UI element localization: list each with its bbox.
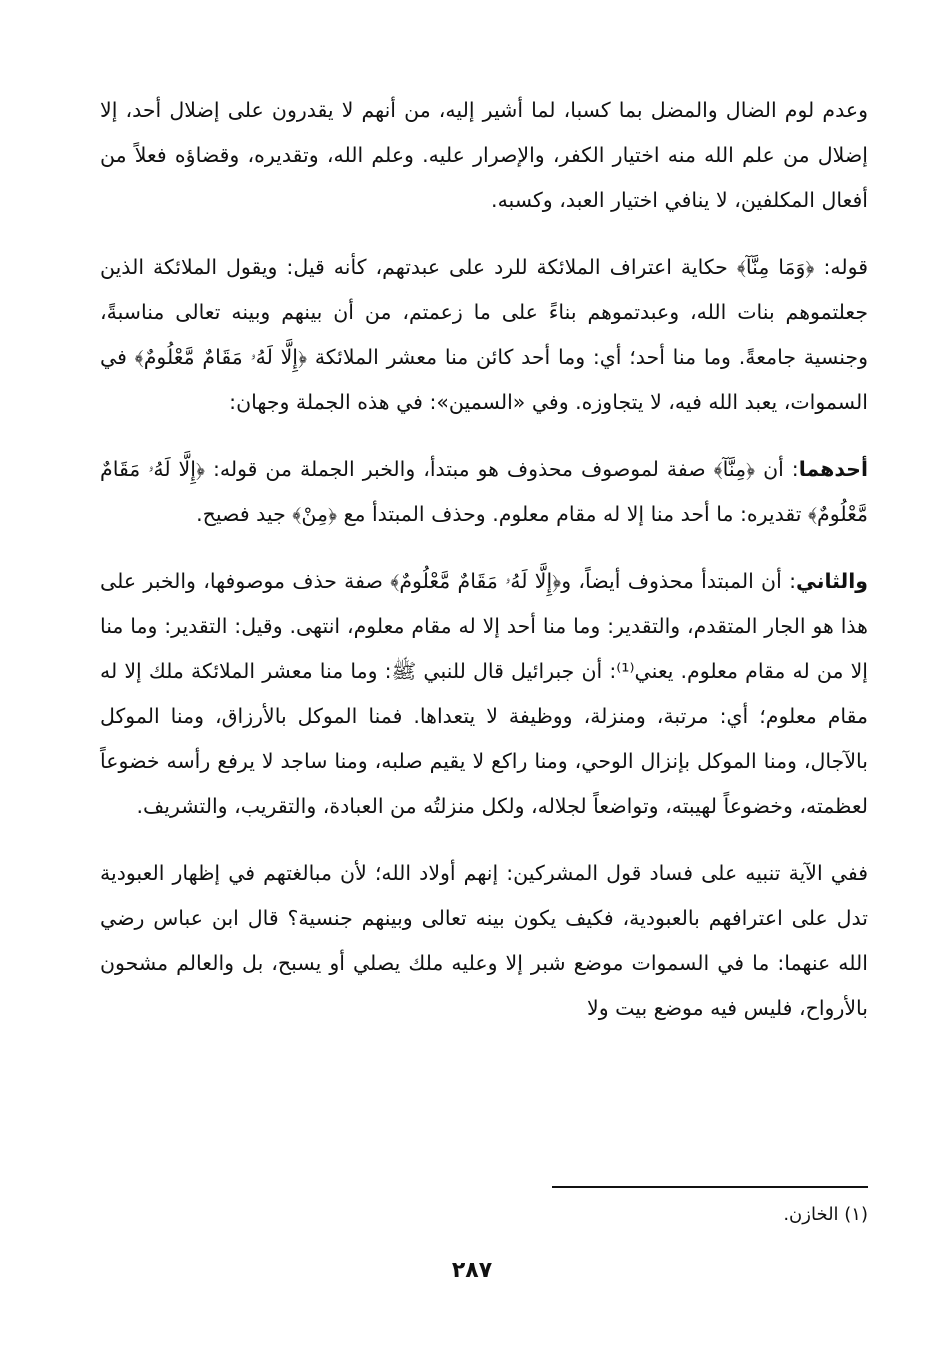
paragraph-2: [100, 245, 868, 425]
paragraph-5: [100, 851, 868, 1031]
page-number: ٢٨٧: [451, 1258, 493, 1283]
footnote: (١) الخازن.: [783, 1204, 868, 1225]
paragraph-5-text: ففي الآية تنبيه على فساد قول المشركين: إنهم أولاد الله؛ لأن مبالغتهم في إظهار العبودية تدل على اعترافهم بالعبودية، فكيف يكون بينه تعالى وبينهم جنسية؟ قال ابن عباس رضي الله عنهما: ما في السموات موضع شبر إلا وعليه ملك يصلي أو يسبح، بل والعالم مشحون بالأرواح، فليس فيه موضع بيت ولا: [100, 861, 868, 1020]
paragraph-3-lead: أحدهما: [798, 457, 868, 481]
page-body: [100, 88, 868, 1053]
paragraph-1: [100, 88, 868, 223]
paragraph-4-lead: والثاني: [796, 569, 868, 593]
paragraph-3: [100, 447, 868, 537]
paragraph-2-text: قوله: ﴿وَمَا مِنَّآ﴾ حكاية اعتراف الملائكة للرد على عبدتهم، كأنه قيل: ويقول الملائكة الذين جعلتموهم بنات الله، وعبدتموهم بناءً على ما زعمتم، من أن بينهم وبينه تعالى مناسبةً، وجنسية جامعةً. وما منا أحد؛ أي: وما أحد كائن منا معشر الملائكة ﴿إِلَّا لَهُۥ مَقَامٌ مَّعْلُومٌ﴾ في السموات، يعبد الله فيه، لا يتجاوزه. وفي «السمين»: في هذه الجملة وجهان:: [100, 255, 868, 414]
paragraph-4: [100, 559, 868, 829]
footnote-divider: [552, 1186, 868, 1188]
paragraph-1-text: وعدم لوم الضال والمضل بما كسبا، لما أشير إليه، من أنهم لا يقدرون على إضلال أحد، إلا إضلال من علم الله منه اختيار الكفر، والإصرار عليه. وعلم الله، وتقديره، وقضاؤه فعلاً من أفعال المكلفين، لا ينافي اختيار العبد، وكسبه.: [100, 98, 868, 212]
paragraph-3-text: : أن ﴿مِنَّآ﴾ صفة لموصوف محذوف هو مبتدأ، والخبر الجملة من قوله: ﴿إِلَّا لَهُۥ مَقَامٌ مَّعْلُومٌ﴾ تقديره: ما أحد منا إلا له مقام معلوم. وحذف المبتدأ مع ﴿مِنْ﴾ جيد فصيح.: [100, 457, 868, 526]
paragraph-4-text: : أن المبتدأ محذوف أيضاً، و﴿إِلَّا لَهُۥ مَقَامٌ مَّعْلُومٌ﴾ صفة حذف موصوفها، والخبر على هذا هو الجار المتقدم، والتقدير: وما منا أحد إلا له مقام معلوم، انتهى. وقيل: التقدير: وما منا إلا من له مقام معلوم. يعني⁽¹⁾: أن جبرائيل قال للنبي ﷺ: وما منا معشر الملائكة ملك إلا له مقام معلوم؛ أي: مرتبة، ومنزلة، ووظيفة لا يتعداها. فمنا الموكل بالأرزاق، ومنا الموكل بالآجال، ومنا الموكل بإنزال الوحي، ومنا راكع لا يقيم صلبه، ومنا ساجد لا يرفع رأسه خضوعاً لعظمته، وخضوعاً لهيبته، وتواضعاً لجلاله، ولكل منزلتُه من العبادة، والتقريب، والتشريف.: [100, 569, 868, 818]
